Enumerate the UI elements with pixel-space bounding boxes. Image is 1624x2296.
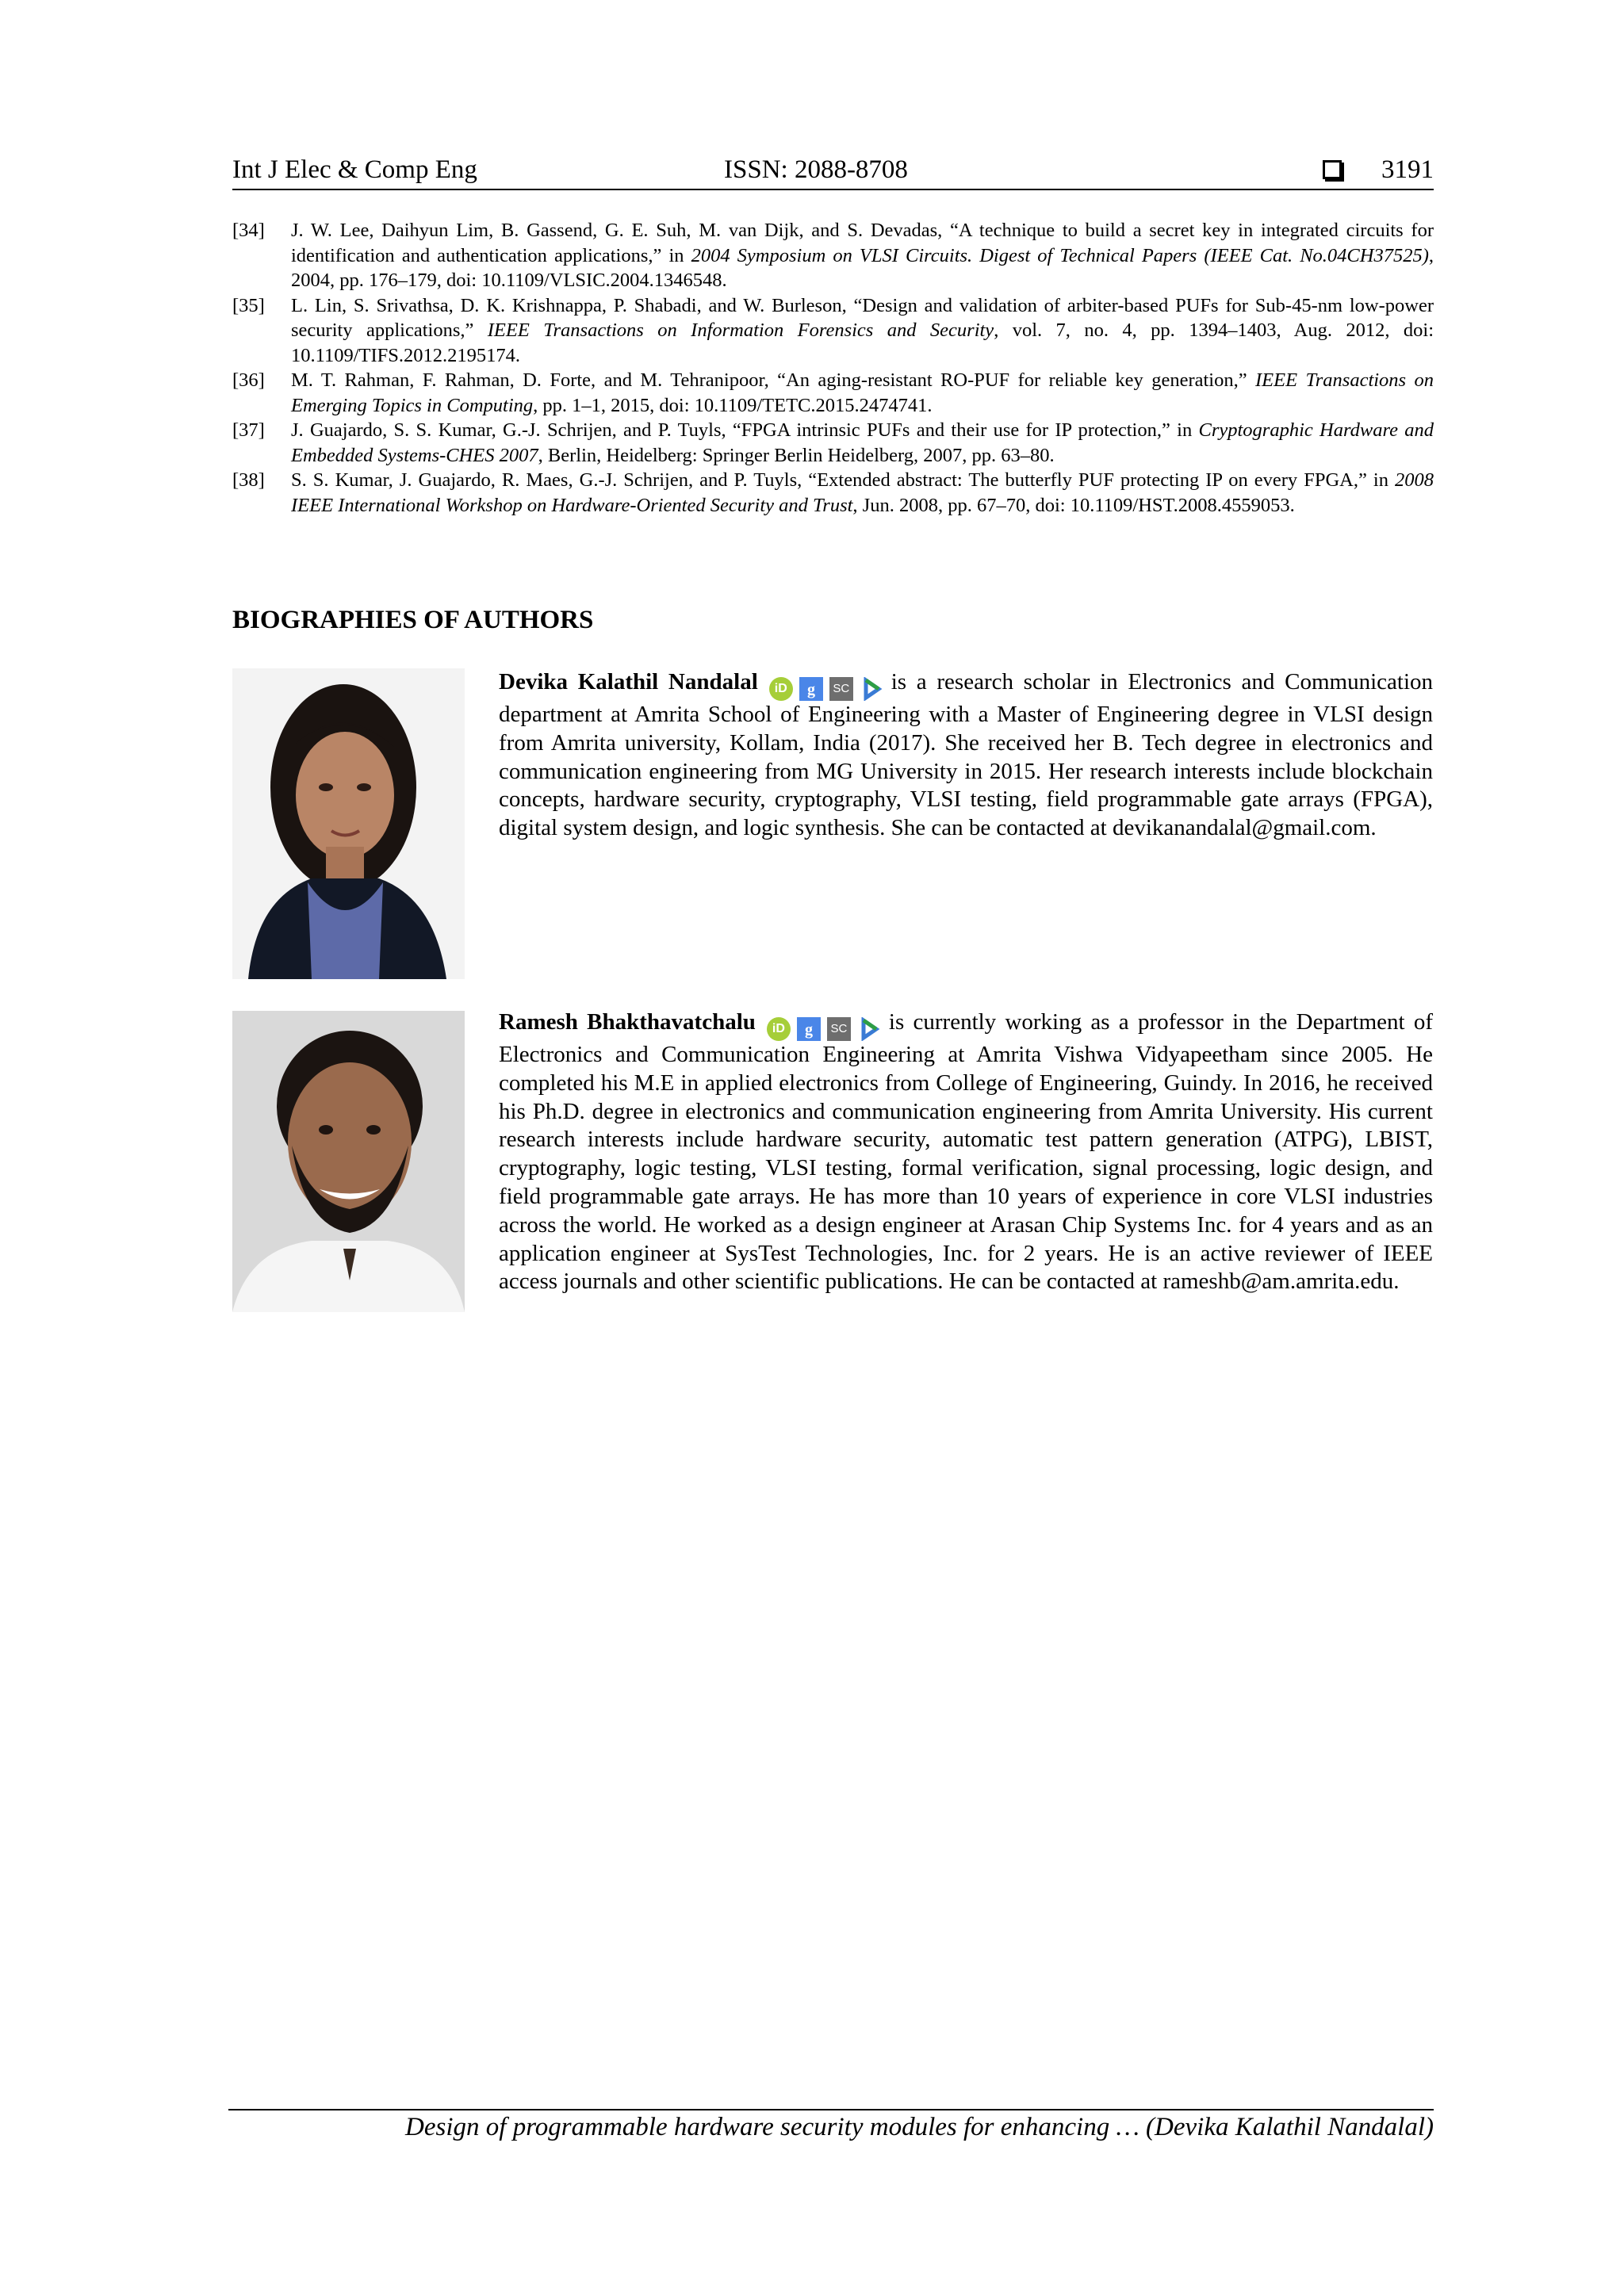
author-bio-text: is a research scholar in Electronics and Communication department at Amrita School of Engineering with a Master of Engineering degree in VLSI design from Amrita university, Kollam, India (2017). She received her B. Tech degree in electronics and communication engineering from MG University in 2015. Her research interests include blockchain concepts, hardware security, cryptography, VLSI testing, field programmable gate arrays (FPGA), digital system design, and logic synthesis. She can be contacted at devikanandalal@gmail.com.: [499, 669, 1433, 841]
reference-venue: 2008 IEEE International Workshop on Hardware-Oriented Security and Trust: [291, 469, 1434, 516]
reference-item: [232, 293, 1434, 369]
reference-list: [232, 218, 1434, 518]
reference-number: [35]: [232, 294, 265, 316]
reference-details: , 2004, pp. 176–179, doi: 10.1109/VLSIC.2004.1346548.: [291, 244, 1434, 291]
reference-details: , pp. 1–1, 2015, doi: 10.1109/TETC.2015.2474741.: [533, 394, 933, 416]
reference-venue: IEEE Transactions on Emerging Topics in Computing: [291, 369, 1434, 416]
reference-authors-title: J. W. Lee, Daihyun Lim, B. Gassend, G. E. Suh, M. van Dijk, and S. Devadas, “A technique to build a secret key in integrated circuits for identification and authentication applications,” in: [291, 220, 1434, 266]
profile-icons: [769, 677, 883, 701]
section-title: BIOGRAPHIES OF AUTHORS: [232, 606, 594, 634]
profile-icons: [767, 1017, 881, 1041]
reference-text: [291, 293, 1434, 369]
box-icon: [1323, 160, 1342, 179]
reference-item: [232, 368, 1434, 418]
journal-name: Int J Elec & Comp Eng: [232, 155, 477, 184]
reference-venue: Cryptographic Hardware and Embedded Systems-CHES 2007: [291, 419, 1434, 466]
reference-number: [37]: [232, 419, 265, 441]
portrait-illustration: [232, 1011, 465, 1312]
reference-text: [291, 218, 1434, 293]
reference-number: [36]: [232, 369, 265, 391]
running-header: [232, 154, 1434, 190]
orcid-icon[interactable]: iD: [769, 677, 793, 701]
reference-item: [232, 218, 1434, 293]
author-bio-1: [499, 668, 1433, 843]
reference-details: , vol. 7, no. 4, pp. 1394–1403, Aug. 2012, doi: 10.1109/TIFS.2012.2195174.: [291, 320, 1434, 366]
reference-details: , Jun. 2008, pp. 67–70, doi: 10.1109/HST.2008.4559053.: [852, 494, 1295, 516]
reference-venue: 2004 Symposium on VLSI Circuits. Digest of Technical Papers (IEEE Cat. No.04CH37525): [691, 244, 1429, 266]
reference-venue: IEEE Transactions on Information Forensics and Security: [487, 320, 994, 341]
reference-text: [291, 368, 1434, 418]
scopus-icon[interactable]: SC: [827, 1017, 851, 1041]
google-scholar-icon[interactable]: [797, 1017, 821, 1041]
svg-text:g: g: [806, 681, 815, 698]
reference-authors-title: M. T. Rahman, F. Rahman, D. Forte, and M. Tehranipoor, “An aging-resistant RO-PUF for reliable key generation,”: [291, 369, 1256, 391]
svg-text:g: g: [804, 1021, 813, 1039]
running-footer: Design of programmable hardware security modules for enhancing … (Devika Kalathil Nandalal): [405, 2113, 1434, 2141]
author-bio-2: [499, 1008, 1433, 1296]
author-name: Devika Kalathil Nandalal: [499, 669, 758, 695]
footer-rule: [228, 2109, 1434, 2110]
page-number: 3191: [1381, 155, 1434, 184]
reference-authors-title: S. S. Kumar, J. Guajardo, R. Maes, G.-J. Schrijen, and P. Tuyls, “Extended abstract: The butterfly PUF protecting IP on every FPGA,” in: [291, 469, 1395, 491]
author-photo-2: [232, 1011, 465, 1312]
reference-item: [232, 468, 1434, 518]
issn: ISSN: 2088-8708: [724, 155, 908, 184]
scopus-icon[interactable]: SC: [829, 677, 853, 701]
author-name: Ramesh Bhakthavatchalu: [499, 1009, 756, 1035]
publons-icon[interactable]: [860, 677, 883, 701]
portrait-illustration: [232, 668, 465, 979]
publons-icon[interactable]: [857, 1017, 881, 1041]
author-photo-1: [232, 668, 465, 979]
reference-number: [38]: [232, 469, 265, 491]
reference-details: , Berlin, Heidelberg: Springer Berlin Heidelberg, 2007, pp. 63–80.: [538, 444, 1055, 466]
author-bio-text: is currently working as a professor in the Department of Electronics and Communication Engineering at Amrita Vishwa Vidyapeetham since 2005. He completed his M.E in applied electronics from College of Engineering, Guindy. In 2016, he received his Ph.D. degree in electronics and communication engineering from Amrita University. His current research interests include hardware security, automatic test pattern generation (ATPG), LBIST, cryptography, logic testing, VLSI testing, formal verification, signal processing, logic design, and field programmable gate arrays. He has more than 10 years of experience in core VLSI industries across the world. He worked as a design engineer at Arasan Chip Systems Inc. for 4 years and as an application engineer at SysTest Technologies, Inc. for 2 years. He is an active reviewer of IEEE access journals and other scientific publications. He can be contacted at rameshb@am.amrita.edu.: [499, 1009, 1433, 1295]
google-scholar-icon[interactable]: [799, 677, 823, 701]
reference-item: [232, 418, 1434, 468]
page-number-group: [1323, 154, 1434, 186]
reference-authors-title: J. Guajardo, S. S. Kumar, G.-J. Schrijen, and P. Tuyls, “FPGA intrinsic PUFs and their use for IP protection,” in: [291, 419, 1199, 441]
orcid-icon[interactable]: iD: [767, 1017, 791, 1041]
reference-authors-title: L. Lin, S. Srivathsa, D. K. Krishnappa, P. Shabadi, and W. Burleson, “Design and validation of arbiter-based PUFs for Sub-45-nm low-power security applications,”: [291, 294, 1434, 341]
reference-number: [34]: [232, 220, 265, 241]
reference-text: [291, 468, 1434, 518]
reference-text: [291, 418, 1434, 468]
